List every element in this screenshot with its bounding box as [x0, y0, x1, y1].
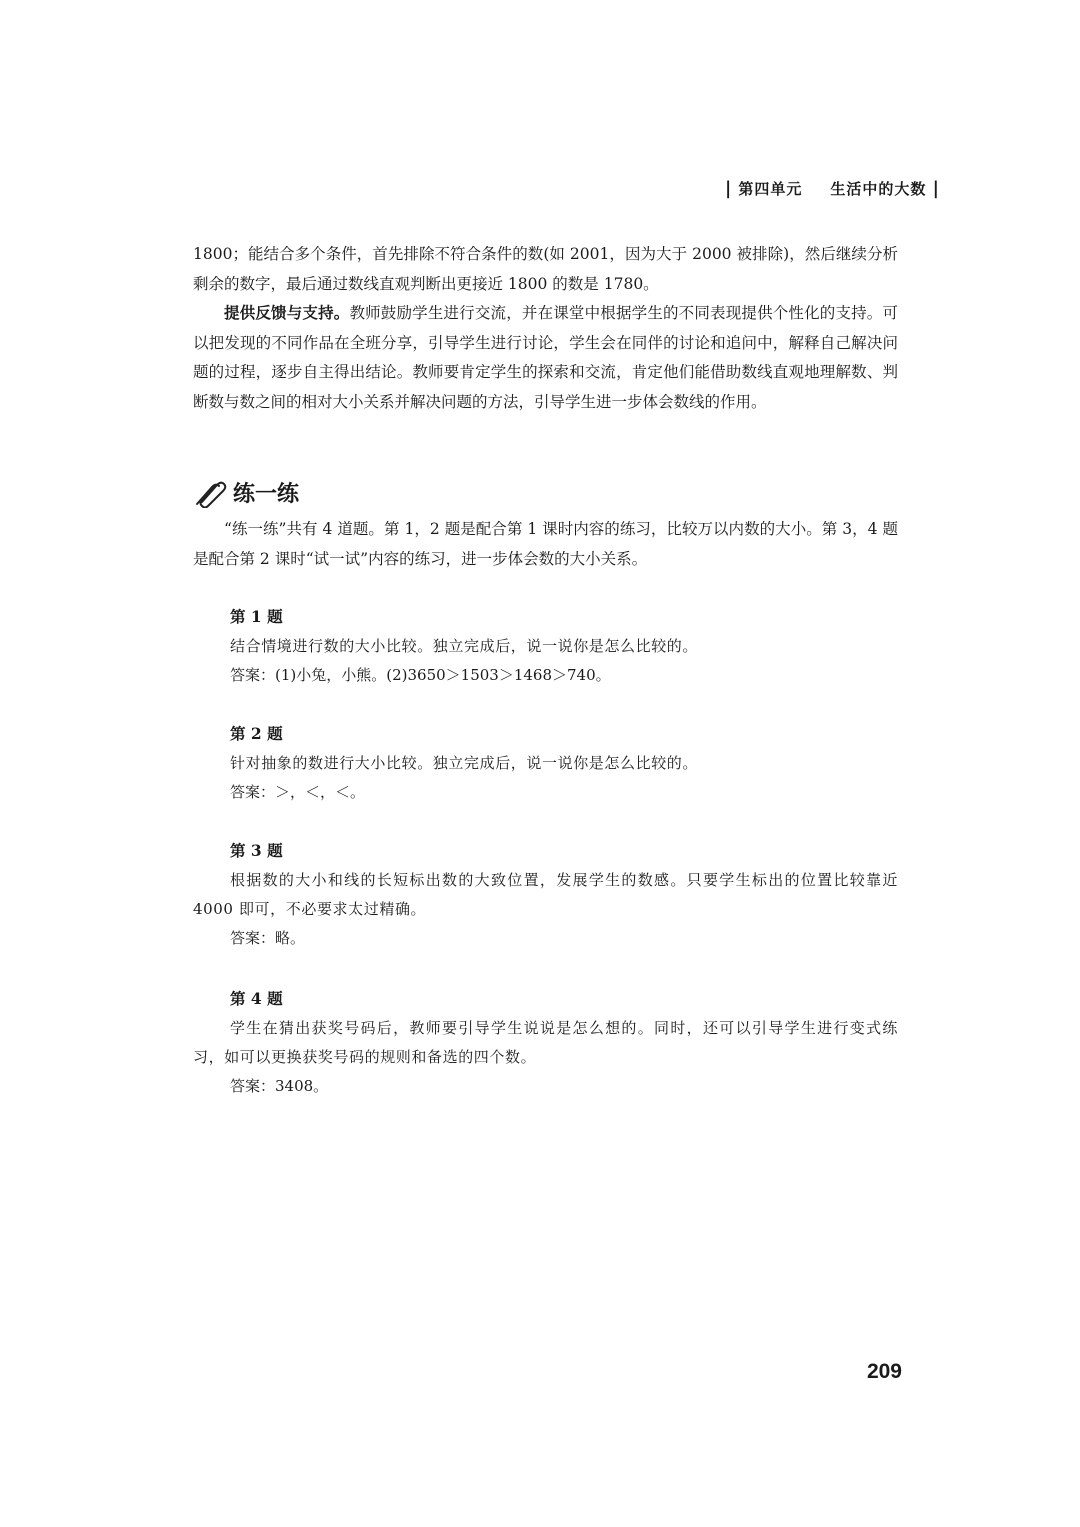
problem-3 [193, 836, 898, 953]
header-bar-left: | [724, 178, 733, 199]
section-intro: “练一练”共有 4 道题。第 1，2 题是配合第 1 课时内容的练习，比较万以内数的大小。第 3，4 题是配合第 2 课时“试一试”内容的练习，进一步体会数的大小关系。 [193, 520, 898, 568]
problem-description: 学生在猜出获奖号码后，教师要引导学生说说是怎么想的。同时，还可以引导学生进行变式练习，如可以更换获奖号码的规则和备选的四个数。 [193, 1019, 898, 1066]
section-heading [193, 477, 299, 508]
paragraph-body: 教师鼓励学生进行交流，并在课堂中根据学生的不同表现提供个性化的支持。可以把发现的不同作品在全班分享，引导学生进行讨论，学生会在同伴的讨论和追问中，解释自己解决问题的过程，逐步自主得出结论。教师要肯定学生的探索和交流，肯定他们能借助数线直观地理解数、判断数与数之间的相对大小关系并解决问题的方法，引导学生进一步体会数线的作用。 [193, 304, 898, 411]
problem-answer: 答案：略。 [230, 929, 306, 947]
problem-title: 第 3 题 [230, 841, 283, 860]
paragraph-lead: 提供反馈与支持。 [224, 303, 350, 322]
problem-answer: 答案：(1)小兔，小熊。(2)3650＞1503＞1468＞740。 [230, 666, 611, 684]
problem-description: 针对抽象的数进行大小比较。独立完成后，说一说你是怎么比较的。 [230, 754, 699, 772]
problem-title: 第 1 题 [230, 607, 283, 626]
problem-4 [193, 984, 898, 1101]
page-number: 209 [866, 1360, 902, 1383]
section-title: 练一练 [233, 481, 300, 507]
problem-title: 第 4 题 [230, 989, 283, 1008]
paragraph-continued: 1800；能结合多个条件，首先排除不符合条件的数(如 2001，因为大于 2000 被排除)，然后继续分析剩余的数字，最后通过数线直观判断出更接近 1800 的数是 1780。 [193, 245, 898, 293]
problem-description: 结合情境进行数的大小比较。独立完成后，说一说你是怎么比较的。 [230, 637, 699, 655]
problem-2 [193, 719, 898, 807]
paperclip-icon [193, 478, 229, 508]
problem-answer: 答案：3408。 [230, 1077, 329, 1095]
running-header [725, 178, 940, 199]
header-bar-right: | [932, 178, 940, 199]
problem-title: 第 2 题 [230, 724, 283, 743]
header-unit-title: 生活中的大数 [830, 180, 927, 198]
header-unit: 第四单元 [738, 180, 803, 198]
problem-answer: 答案：＞，＜，＜。 [230, 783, 366, 801]
paragraph-feedback [193, 298, 898, 417]
problem-description: 根据数的大小和线的长短标出数的大致位置，发展学生的数感。只要学生标出的位置比较靠近 4000 即可，不必要求太过精确。 [193, 871, 898, 918]
problem-1 [193, 602, 898, 690]
